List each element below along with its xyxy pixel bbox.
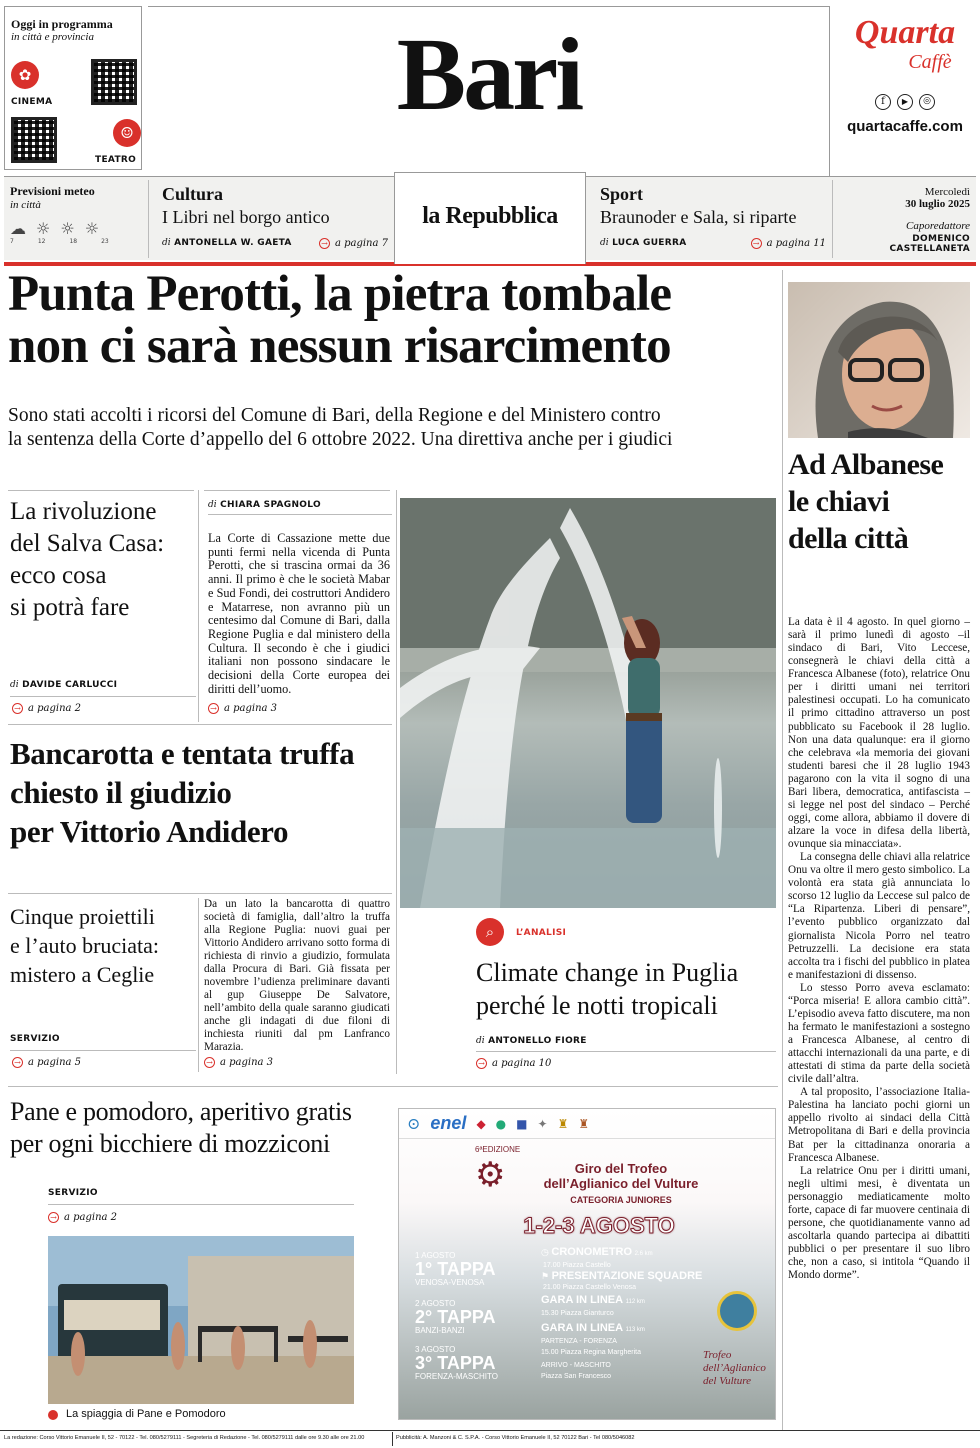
footer-pubblicita: Pubblicità: A. Manzoni & C. S.P.A. - Corso Vittorio Emanuele II, 52 70122 Bari - Tel 080/5046082 (396, 1435, 635, 1441)
sponsor-box (836, 14, 974, 164)
cultura-byline: di ANTONELLA W. GAETA (162, 238, 292, 248)
arrow-right-icon: → (12, 1057, 23, 1068)
sponsor-crest-icon: ♜ (557, 1116, 569, 1131)
magnifier-icon: ⌕ (476, 918, 504, 946)
analisi-headline: Climate change in Puglia perché le notti tropicali (476, 958, 739, 1020)
lead-body: La Corte di Cassazione mette due punti fermi nella vicenda di Punta Perotti, che si trascina ormai da 36 anni. Il primo è che le società Mabar e Sud Fondi, dei costruttori Andidero e Matarrese, non avranno più un centesimo dal Comune di Bari, dalla Regione Puglia e dal ministero della Cultura. Il secondo è che i giudici italiani non possono sindacare le decisioni della Corte europea dei diritti dell’uomo. (208, 531, 390, 696)
sport-teaser[interactable] (600, 184, 826, 256)
sun-icon: ☼ (84, 219, 100, 238)
ad-title: Giro del Trofeo dell’Aglianico del Vulture (543, 1161, 699, 1191)
beach-photo-caption: La spiaggia di Pane e Pomodoro (66, 1408, 226, 1420)
sport-page-link[interactable]: → a pagina 11 (751, 238, 826, 249)
sponsor-url[interactable]: quartacaffe.com (847, 118, 963, 135)
salva-casa-byline: di DAVIDE CARLUCCI (10, 680, 118, 690)
lead-headline: Punta Perotti, la pietra tombale non ci sarà nessun risarcimento (8, 266, 672, 374)
cloud-icon: ☁ (10, 219, 26, 238)
bancarotta-headline[interactable]: Bancarotta e tentata truffa chiesto il giudizio per Vittorio Andidero (10, 736, 355, 849)
pane-servizio: SERVIZIO (48, 1188, 98, 1198)
cinema-label: CINEMA (11, 97, 53, 107)
trofeo-script: Trofeo dell’Aglianico del Vulture (703, 1349, 766, 1387)
beach-photo (48, 1236, 354, 1404)
ad-event-list: ◷ CRONOMETRO 2.6 km 17.00 Piazza Castello ⚑ PRESENTAZIONE SQUADRE 21.00 Piazza Castello Venosa GARA IN LINEA 112 km 15.30 Piazza Gianturco GARA IN LINEA 113 km PARTENZA - FORENZA 15.00 Piazza Regina Margherita ARRIVO - MASCHITO Piazza San Francesco (541, 1246, 703, 1380)
issue-day: Mercoledì (924, 186, 970, 198)
cycling-ad[interactable] (398, 1108, 776, 1420)
footer-redazione: La redazione: Corso Vittorio Emanuele II, 52 - 70122 - Tel. 080/5279111 - Segreteria di Redazione - Tel. 080/5279111 dalle ore 9.30 alle ore 21.00 (4, 1435, 365, 1441)
stopwatch-icon: ◷ (541, 1247, 549, 1257)
arrow-right-icon: → (476, 1058, 487, 1069)
lead-byline: di CHIARA SPAGNOLO (208, 500, 321, 510)
albanese-headline[interactable]: Ad Albanese le chiavi della città (788, 448, 944, 555)
ad-dates: 1-2-3 AGOSTO (523, 1213, 675, 1238)
fountain-photo (400, 498, 776, 908)
albanese-photo (788, 282, 970, 438)
program-box-subtitle: in città e provincia (11, 31, 94, 43)
temp-evening: 23 (101, 238, 109, 245)
beach-illustration (48, 1236, 354, 1404)
stage-1: 1 AGOSTO 1° TAPPA VENOSA-VENOSA (415, 1251, 496, 1287)
arrow-right-icon: → (751, 238, 762, 249)
fountain-illustration (400, 498, 776, 908)
program-box-title: Oggi in programma (11, 17, 113, 31)
temp-noon: 12 (37, 238, 46, 245)
sun-icon: ☼ (36, 219, 51, 238)
ad-edition: 6ªEDIZIONE (475, 1145, 521, 1154)
arrow-right-icon: → (204, 1057, 215, 1068)
sport-section: Sport (600, 184, 644, 204)
pane-page-link[interactable]: → a pagina 2 (48, 1212, 117, 1223)
sponsor-crest-icon: ■ (516, 1116, 528, 1131)
photo-caption-marker (48, 1410, 58, 1420)
enel-logo: enel (430, 1113, 467, 1133)
bancarotta-body: Da un lato la bancarotta di quattro società di famiglia, dall’altro la truffa alla Regione Puglia: nuovi guai per Vittorio Andidero arrivano sotto forma di richiesta di rinvio a giudizio, formulata dalla Procura di Bari. Già fissata per novembre l’udienza preliminare davanti al gup Giuseppe De Salvatore, nell’ambito della quale saranno giudicati anche gli indagati di due filoni di inchiesta riuniti dal pm Lanfranco Marazia. (204, 898, 390, 1053)
ceglie-headline[interactable]: Cinque proiettili e l’auto bruciata: mistero a Ceglie (10, 904, 160, 987)
arrow-right-icon: → (319, 238, 330, 249)
repubblica-tab (394, 172, 586, 264)
cinema-qr-code[interactable] (91, 59, 137, 105)
stage-3: 3 AGOSTO 3° TAPPA FORENZA-MASCHITO (415, 1345, 498, 1381)
sponsor-crest-icon: ◆ (476, 1116, 486, 1131)
ad-category: CATEGORIA JUNIORES (570, 1195, 672, 1205)
analisi-tag: L’ANALISI (516, 928, 567, 938)
salva-casa-headline[interactable]: La rivoluzione del Salva Casa: ecco cosa si potrà fare (10, 498, 165, 621)
sponsor-brand-sub: Caffè (908, 51, 952, 73)
cultura-page-link[interactable]: → a pagina 7 (319, 238, 388, 249)
ceglie-page-link[interactable]: → a pagina 5 (12, 1057, 81, 1068)
team-icon: ⚑ (541, 1271, 550, 1281)
teatro-label: TEATRO (95, 155, 137, 165)
portrait-illustration (788, 282, 970, 438)
analisi-page-link[interactable]: → a pagina 10 (476, 1058, 551, 1069)
salva-casa-page-link[interactable]: → a pagina 2 (12, 703, 81, 714)
program-box (4, 6, 142, 170)
arrow-right-icon: → (12, 703, 23, 714)
sponsor-crest-icon: ♜ (578, 1116, 590, 1131)
lead-subheadline: Sono stati accolti i ricorsi del Comune di Bari, della Regione e del Ministero contro la sentenza della Corte d’appello del 6 ottobre 2022. Una direttiva anche per i giudici (8, 405, 673, 450)
meteo-box (10, 184, 140, 254)
sport-byline: di LUCA GUERRA (600, 238, 687, 248)
sponsor-crest-icon: ● (495, 1116, 507, 1131)
analisi-byline: di ANTONELLO FIORE (476, 1036, 587, 1046)
ceglie-servizio: SERVIZIO (10, 1034, 60, 1044)
bancarotta-page-link[interactable]: → a pagina 3 (204, 1057, 273, 1068)
bicycle-icon: ⚙ (475, 1155, 506, 1195)
meteo-subtitle: in città (10, 199, 41, 211)
editor-name: DOMENICO CASTELLANETA (889, 234, 970, 254)
editor-role: Caporedattore (906, 220, 970, 232)
arrow-right-icon: → (208, 703, 219, 714)
cultura-section: Cultura (162, 184, 224, 204)
sponsor-crest-icon: ✦ (537, 1116, 548, 1131)
arrow-right-icon: → (48, 1212, 59, 1223)
meteo-title: Previsioni meteo (10, 184, 95, 198)
date-box (836, 186, 970, 254)
cultura-title: I Libri nel borgo antico (162, 207, 330, 227)
sport-title: Braunoder e Sala, si riparte (600, 207, 797, 227)
cinema-icon: ✿ (11, 61, 39, 89)
instagram-icon[interactable]: ◎ (919, 94, 935, 110)
temp-morning: 7 (10, 238, 14, 245)
issue-date: 30 luglio 2025 (905, 198, 970, 210)
teatro-icon: ☺ (113, 119, 141, 147)
stage-2: 2 AGOSTO 2° TAPPA BANZI-BANZI (415, 1299, 496, 1335)
lead-page-link[interactable]: → a pagina 3 (208, 703, 277, 714)
analisi-box[interactable] (472, 912, 776, 1074)
sponsor-brand: Quarta (854, 14, 956, 51)
albanese-body: La data è il 4 agosto. In quel giorno – sarà il primo lunedì di agosto –il sindaco di Bari, Vito Leccese, consegnerà le chiavi della città a Francesca Albanese (foto), relatrice Onu per i diritti umani nei territori palestinesi occupati. Lo ha comunicato il primo cittadino attraverso un post pubblicato su Facebook il 28 luglio. Non una data qualunque: era il giorno che celebrava «la memoria dei giovani studenti baresi che il 28 luglio 1943 pagarono con la vita il sogno di una Bari libera, democratica, antifascista – si legge nel post del sindaco – Perché oggi, come allora, abbiamo il dovere di alzare la voce in difesa della libertà, ovunque sia minacciata». La consegna delle chiavi alla relatrice Onu va oltre il mero gesto simbolico. La volontà era stata già annunciata lo scorso 12 luglio da Leccese sul palco de “La Ripartenza. Liberi di pensare”, l’evento pubblico organizzato dal giornalista Nicola Porro nel teatro Petruzzelli. La decisione era stata accolta tra i fischi del pubblico in platea e manifestazioni di dissenso. Lo stesso Porro aveva esclamato: “Porca miseria! E allora cambio città”. L’episodio aveva fatto discutere, ma non ha fermato le manifestazioni a sostegno a Francesca Albanese, al centro di attacchi internazionali da una parte, e di attestati di stima da parte della società civile dall’altra. A tal proposito, l’associazione Italia-Palestina ha lanciato pochi giorni un appello rivolto ai sindaci della Città Metropolitana di Bari e della provincia Bat per la cittadinanza onoraria a Francesca Albanese. La relatrice Onu per i diritti umani, negli ultimi mesi, è diventata un personaggio mediaticamente molto forte, capace di far muovere centinaia di persone, che quotidianamente vanno ad ascoltarla quando partecipa ai dibattiti pubblici o per presentare il suo libro che, non a caso, si intitola “Quando il Mondo dorme”. (788, 616, 970, 1282)
sun-icon: ☼ (60, 219, 75, 238)
teatro-qr-code[interactable] (11, 117, 57, 163)
facebook-icon[interactable]: f (875, 94, 891, 110)
trofeo-badge-icon (717, 1291, 757, 1331)
temp-afternoon: 18 (69, 238, 78, 245)
masthead-title: Bari (396, 17, 582, 132)
cultura-teaser[interactable] (162, 184, 388, 256)
bike-logo-icon: ⊙ (407, 1114, 421, 1133)
repubblica-logo: la Repubblica (422, 203, 558, 229)
pane-headline[interactable]: Pane e pomodoro, aperitivo gratis per ogni bicchiere di mozziconi (10, 1097, 352, 1158)
youtube-icon[interactable]: ▶ (897, 94, 913, 110)
